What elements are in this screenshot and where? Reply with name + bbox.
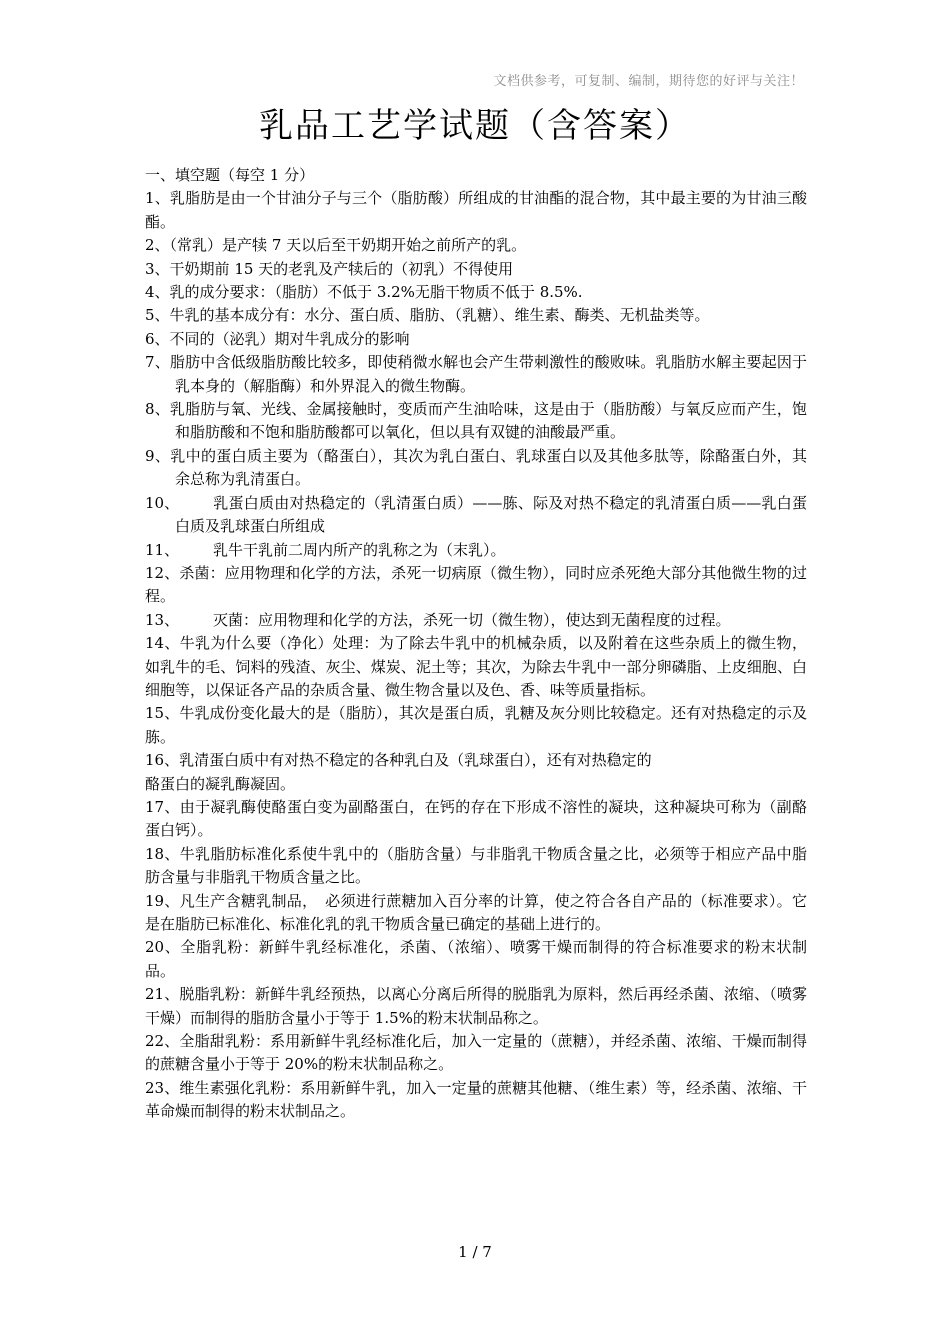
question-number: 2、 bbox=[145, 236, 170, 255]
question-text: 不同的（泌乳）期对牛乳成分的影响 bbox=[169, 329, 410, 348]
question-item bbox=[145, 539, 807, 562]
question-text: 牛乳脂肪标准化系使牛乳中的（脂肪含量）与非脂乳干物质含量之比，必须等于相应产品中脂肪含量与非脂乳干物质含量之比。 bbox=[145, 844, 807, 887]
header-note: 文档供参考，可复制、编制，期待您的好评与关注！ bbox=[493, 74, 804, 89]
question-number: 9、 bbox=[145, 446, 171, 465]
question-item bbox=[145, 843, 807, 890]
question-number: 22、 bbox=[145, 1032, 180, 1051]
question-item bbox=[145, 187, 807, 234]
question-item bbox=[145, 890, 807, 937]
page-number: 1 / 7 bbox=[458, 1243, 492, 1261]
question-item bbox=[145, 492, 807, 539]
question-item bbox=[145, 281, 807, 304]
question-text: 干奶期前 15 天的老乳及产犊后的（初乳）不得使用 bbox=[169, 259, 514, 278]
question-text: 乳中的蛋白质主要为（酪蛋白），其次为乳白蛋白、乳球蛋白以及其他多肽等，除酪蛋白外，其余总称为乳清蛋白。 bbox=[170, 446, 807, 489]
question-number: 19、 bbox=[145, 891, 180, 910]
question-number: 17、 bbox=[145, 797, 180, 816]
question-text: 牛乳为什么要（净化）处理：为了除去牛乳中的机械杂质，以及附着在这些杂质上的微生物，如乳牛的毛、饲料的残渣、灰尘、煤炭、泥土等；其次，为除去牛乳中一部分卵磷脂、上皮细胞、白细胞等，以保证各产品的杂质含量、微生物含量以及色、香、味等质量指标。 bbox=[145, 634, 807, 699]
question-item bbox=[145, 609, 807, 632]
question-item bbox=[145, 749, 807, 772]
question-text: （常乳）是产犊 7 天以后至干奶期开始之前所产的乳。 bbox=[169, 236, 527, 255]
question-number: 5、 bbox=[145, 306, 170, 325]
question-list bbox=[145, 187, 807, 1123]
question-text-continued: 酪蛋白的凝乳酶凝固。 bbox=[145, 774, 296, 793]
question-text: 凡生产含糖乳制品， 必须进行蔗糖加入百分率的计算，使之符合各自产品的（标准要求）。它是在脂肪已标准化、标准化乳的乳干物质含量已确定的基础上进行的。 bbox=[145, 891, 807, 933]
document-body bbox=[145, 164, 807, 1124]
question-text: 维生素强化乳粉：系用新鲜牛乳，加入一定量的蔗糖其他糖、（维生素）等，经杀菌、浓缩、干革命燥而制得的粉末状制品之。 bbox=[145, 1078, 807, 1121]
question-text: 脂肪中含低级脂肪酸比较多，即使稍微水解也会产生带刺激性的酸败味。乳脂肪水解主要起因于乳本身的（解脂酶）和外界混入的微生物酶。 bbox=[169, 353, 807, 395]
question-text: 乳清蛋白质中有对热不稳定的各种乳白及（乳球蛋白），还有对热稳定的 bbox=[179, 751, 652, 770]
page-title: 乳品工艺学试题（含答案） bbox=[259, 106, 691, 146]
question-number: 1、 bbox=[145, 189, 170, 208]
question-number: 14、 bbox=[145, 634, 180, 653]
section-heading: 一、填空题（每空 1 分） bbox=[145, 166, 315, 184]
question-number: 8、 bbox=[145, 400, 170, 419]
question-text: 乳脂肪与氧、光线、金属接触时，变质而产生油哈味，这是由于（脂肪酸）与氧反应而产生，饱和脂肪酸和不饱和脂肪酸都可以氧化，但以具有双键的油酸最严重。 bbox=[169, 400, 807, 442]
question-item bbox=[145, 304, 807, 327]
question-item bbox=[145, 234, 807, 257]
question-number: 15、 bbox=[145, 704, 180, 723]
question-number: 7、 bbox=[145, 353, 170, 372]
question-number: 12、 bbox=[145, 563, 180, 582]
question-item bbox=[145, 398, 807, 445]
question-text: 全脂甜乳粉：系用新鲜牛乳经标准化后，加入一定量的（蔗糖），并经杀菌、浓缩、干燥而制得的蔗糖含量小于等于 20%的粉末状制品称之。 bbox=[145, 1032, 807, 1074]
question-number: 23、 bbox=[145, 1078, 180, 1097]
question-item bbox=[145, 1030, 807, 1077]
question-number: 18、 bbox=[145, 844, 180, 863]
question-number: 3、 bbox=[145, 259, 170, 278]
question-item bbox=[145, 1077, 807, 1124]
question-text: 灭菌：应用物理和化学的方法，杀死一切（微生物），使达到无菌程度的过程。 bbox=[213, 610, 731, 629]
question-text: 杀菌：应用物理和化学的方法，杀死一切病原（微生物），同时应杀死绝大部分其他微生物的过程。 bbox=[145, 563, 807, 606]
question-text: 全脂乳粉：新鲜牛乳经标准化，杀菌、（浓缩）、喷雾干燥而制得的符合标准要求的粉末状制品。 bbox=[145, 938, 807, 980]
question-number: 11、 bbox=[145, 540, 180, 559]
question-text: 乳蛋白质由对热稳定的（乳清蛋白质）——胨、际及对热不稳定的乳清蛋白质——乳白蛋白质及乳球蛋白所组成 bbox=[175, 493, 807, 536]
question-number: 13、 bbox=[145, 610, 180, 629]
question-number: 6、 bbox=[145, 329, 170, 348]
question-text: 乳的成分要求：（脂肪）不低于 3.2%无脂干物质不低于 8.5%. bbox=[169, 283, 583, 302]
question-number: 16、 bbox=[145, 751, 180, 770]
question-text: 牛乳成份变化最大的是（脂肪），其次是蛋白质，乳糖及灰分则比较稳定。还有对热稳定的示及胨。 bbox=[145, 704, 807, 746]
question-number: 10、 bbox=[145, 493, 180, 512]
question-item bbox=[145, 328, 807, 351]
question-item bbox=[145, 702, 807, 749]
question-text: 脱脂乳粉：新鲜牛乳经预热，以离心分离后所得的脱脂乳为原料，然后再经杀菌、浓缩、（喷雾干燥）而制得的脂肪含量小于等于 1.5%的粉末状制品称之。 bbox=[145, 985, 807, 1027]
question-item bbox=[145, 351, 807, 398]
question-item bbox=[145, 445, 807, 492]
question-text: 牛乳的基本成分有：水分、蛋白质、脂肪、（乳糖）、维生素、酶类、无机盐类等。 bbox=[169, 306, 710, 325]
question-item bbox=[145, 936, 807, 983]
question-text: 由于凝乳酶使酪蛋白变为副酪蛋白，在钙的存在下形成不溶性的凝块，这种凝块可称为（副酪蛋白钙）。 bbox=[145, 797, 807, 840]
question-item bbox=[145, 796, 807, 843]
question-item bbox=[145, 258, 807, 281]
question-number: 4、 bbox=[145, 283, 170, 302]
question-number: 21、 bbox=[145, 985, 180, 1004]
question-number: 20、 bbox=[145, 938, 181, 957]
question-item bbox=[145, 983, 807, 1030]
question-text: 乳脂肪是由一个甘油分子与三个（脂肪酸）所组成的甘油酯的混合物，其中最主要的为甘油三酸酯。 bbox=[145, 189, 807, 231]
question-item bbox=[145, 632, 807, 702]
question-text: 乳牛干乳前二周内所产的乳称之为（末乳）。 bbox=[213, 540, 506, 559]
question-item bbox=[145, 562, 807, 609]
